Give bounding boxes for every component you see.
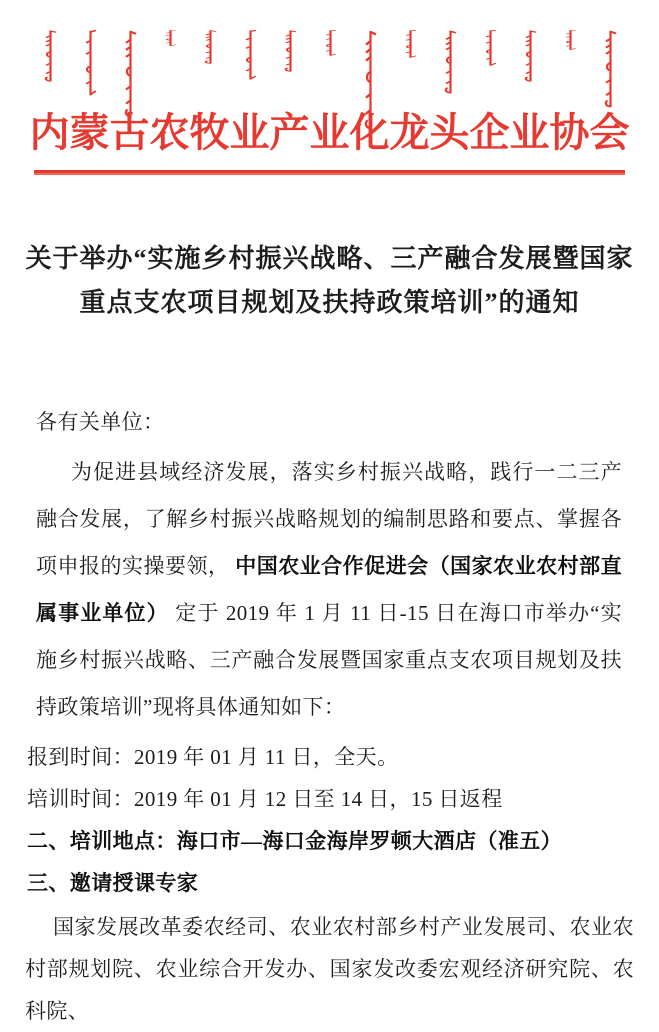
- letterhead: [0, 30, 659, 175]
- mongolian-banner: [44, 30, 617, 106]
- mongolian-word-icon: [204, 30, 217, 64]
- salutation: 各有关单位：: [36, 410, 165, 434]
- mongolian-word-icon: [244, 30, 257, 80]
- mongolian-word-icon: [604, 30, 617, 108]
- detail-line: 二、培训地点：海口市—海口金海岸罗顿大酒店（准五）: [27, 829, 562, 853]
- mongolian-word-icon: [164, 30, 177, 46]
- detail-lines: [27, 736, 632, 904]
- notice-body: [0, 237, 659, 1032]
- mongolian-word-icon: [484, 30, 497, 66]
- mongolian-word-icon: [564, 30, 577, 50]
- intro-paragraph: [36, 449, 622, 731]
- experts-paragraph: 国家发展改革委农经司、农业农村部乡村产业发展司、农业农村部规划院、农业综合开发办、国家发改委宏观经济研究院、农科院、: [25, 915, 634, 1023]
- paragraph-segment: 定于 2019 年 1 月 11 日-15 日在海口市举办“实施乡村振兴战略、三产融合发展暨国家重点支农项目规划及扶持政策培训”现将具体通知如下：: [36, 601, 623, 719]
- letterhead-divider: [34, 170, 625, 175]
- org-name: 内蒙古农牧业产业化龙头企业协会: [29, 110, 630, 155]
- document-page: [0, 30, 659, 1023]
- notice-title-line2: 重点支农项目规划及扶持政策培训”的通知: [79, 288, 580, 317]
- paragraph-segment: 为促进县域经济发展，落实乡村振兴战略，践行一二三产融合发展，了解乡村振兴战略规划的编制思路和要点、掌握各项申报的实操要领，: [36, 460, 622, 578]
- detail-line: 报到时间：2019 年 01 月 11 日，全天。: [27, 745, 399, 769]
- paragraph-segment: 中国农业合作促进会（国家农业农村部直属事业单位）: [36, 554, 622, 625]
- mongolian-word-icon: [284, 30, 297, 72]
- mongolian-word-icon: [124, 30, 137, 118]
- mongolian-word-icon: [524, 30, 537, 82]
- notice-title-line1: 关于举办“实施乡村振兴战略、三产融合发展暨国家: [25, 244, 634, 273]
- mongolian-word-icon: [44, 30, 57, 82]
- mongolian-word-icon: [84, 30, 97, 96]
- notice-title: [18, 237, 641, 325]
- mongolian-word-icon: [324, 30, 337, 56]
- detail-line: 培训时间：2019 年 01 月 12 日至 14 日，15 日返程: [27, 787, 503, 811]
- mongolian-word-icon: [444, 30, 457, 94]
- detail-line: 三、邀请授课专家: [27, 871, 199, 895]
- mongolian-word-icon: [404, 30, 417, 58]
